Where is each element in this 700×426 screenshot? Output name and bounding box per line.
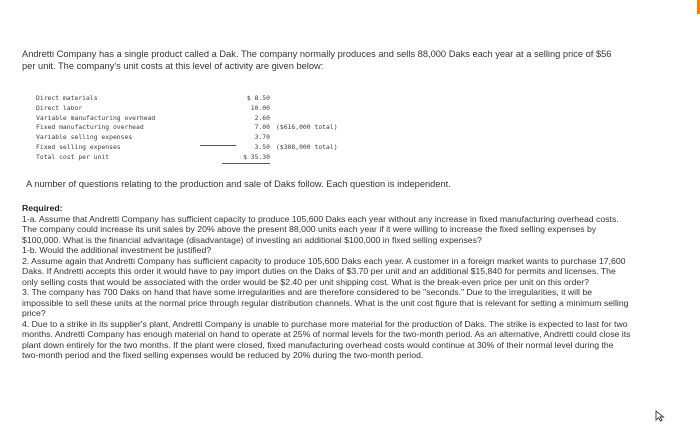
cost-amount: 10.00 [250,103,270,112]
question-item: 1-a. Assume that Andretti Company has sufficient capacity to produce 105,600 Daks each year without any increase in fixed manufacturing overhead costs. The company could increase its unit sales by 20% above the present 88,000 units each year if it were willing to increase the fixed selling expenses by $100,000. What is the financial advantage (disadvantage) of investing an additional $100,000 in fixed selling expenses? [22,213,619,245]
question-item: 3. The company has 700 Daks on hand that have some irregularities and are therefore considered to be "seconds." Due to the irregularities, it will be impossible to sell these units at the normal price through regular distribution channels. What is the unit cost figure that is relevant for setting a minimum selling price? [22,287,629,318]
cost-row [36,114,366,124]
cursor-arrow-icon [654,410,666,422]
cost-total-row [36,153,366,163]
question-item: 2. Assume again that Andretti Company has sufficient capacity to produce 105,600 Daks each year. A customer in a foreign market wants to purchase 17,600 Daks. If Andretti accepts this order it would have to pay import duties on the Daks of $3.70 per unit and an additional $15,840 for permits and licenses. The only selling costs that would be associated with the order would be $2.40 per unit shipping cost. What is the break-even price per unit on this order? [22,255,626,287]
cost-label: Direct labor [36,103,83,112]
cost-amount: 7.00 [254,123,270,132]
cost-row [36,133,366,143]
cost-note: ($308,000 total) [276,142,338,151]
cost-note: ($616,000 total) [276,123,338,132]
cost-amount: 3.50 [254,142,270,151]
cost-label: Direct materials [36,94,98,102]
cost-total-label: Total cost per unit [36,152,110,161]
cost-row [36,123,366,133]
required-section [22,203,632,361]
followup-paragraph: A number of questions relating to the production and sale of Daks follow. Each question is independent. [26,179,451,189]
cost-total-amount: $ 35.30 [222,153,270,164]
cost-label: Fixed manufacturing overhead [36,123,144,132]
cost-label: Variable selling expenses [36,133,133,142]
cost-amount: 2.60 [254,113,270,122]
cost-amount: $ 8.50 [246,94,270,102]
question-item: 1-b. Would the additional investment be justified? [22,245,212,255]
unit-cost-table [36,94,366,163]
cost-label: Fixed selling expenses [36,142,121,151]
required-heading: Required: [22,203,63,213]
subtotal-rule [200,145,236,146]
question-item: 4. Due to a strike in its supplier's plant, Andretti Company is unable to purchase more material for the production of Daks. The strike is expected to last for two months. Andretti Company has enough material on hand to operate at 25% of normal levels for the two-month period. As an alternative, Andretti could close its plant down entirely for the two months. If the plant were closed, fixed manufacturing overhead costs would continue at 30% of their normal level during the two-month period and the fixed selling expenses would be reduced by 20% during the two-month period. [22,318,631,360]
cost-label: Variable manufacturing overhead [36,113,156,122]
cost-row [36,94,366,104]
cost-row [36,104,366,114]
cost-amount: 3.70 [254,133,270,142]
intro-paragraph: Andretti Company has a single product called a Dak. The company normally produces and sells 88,000 Daks each year at a selling price of $56 per unit. The company's unit costs at this level of activity are given below: [22,49,612,71]
